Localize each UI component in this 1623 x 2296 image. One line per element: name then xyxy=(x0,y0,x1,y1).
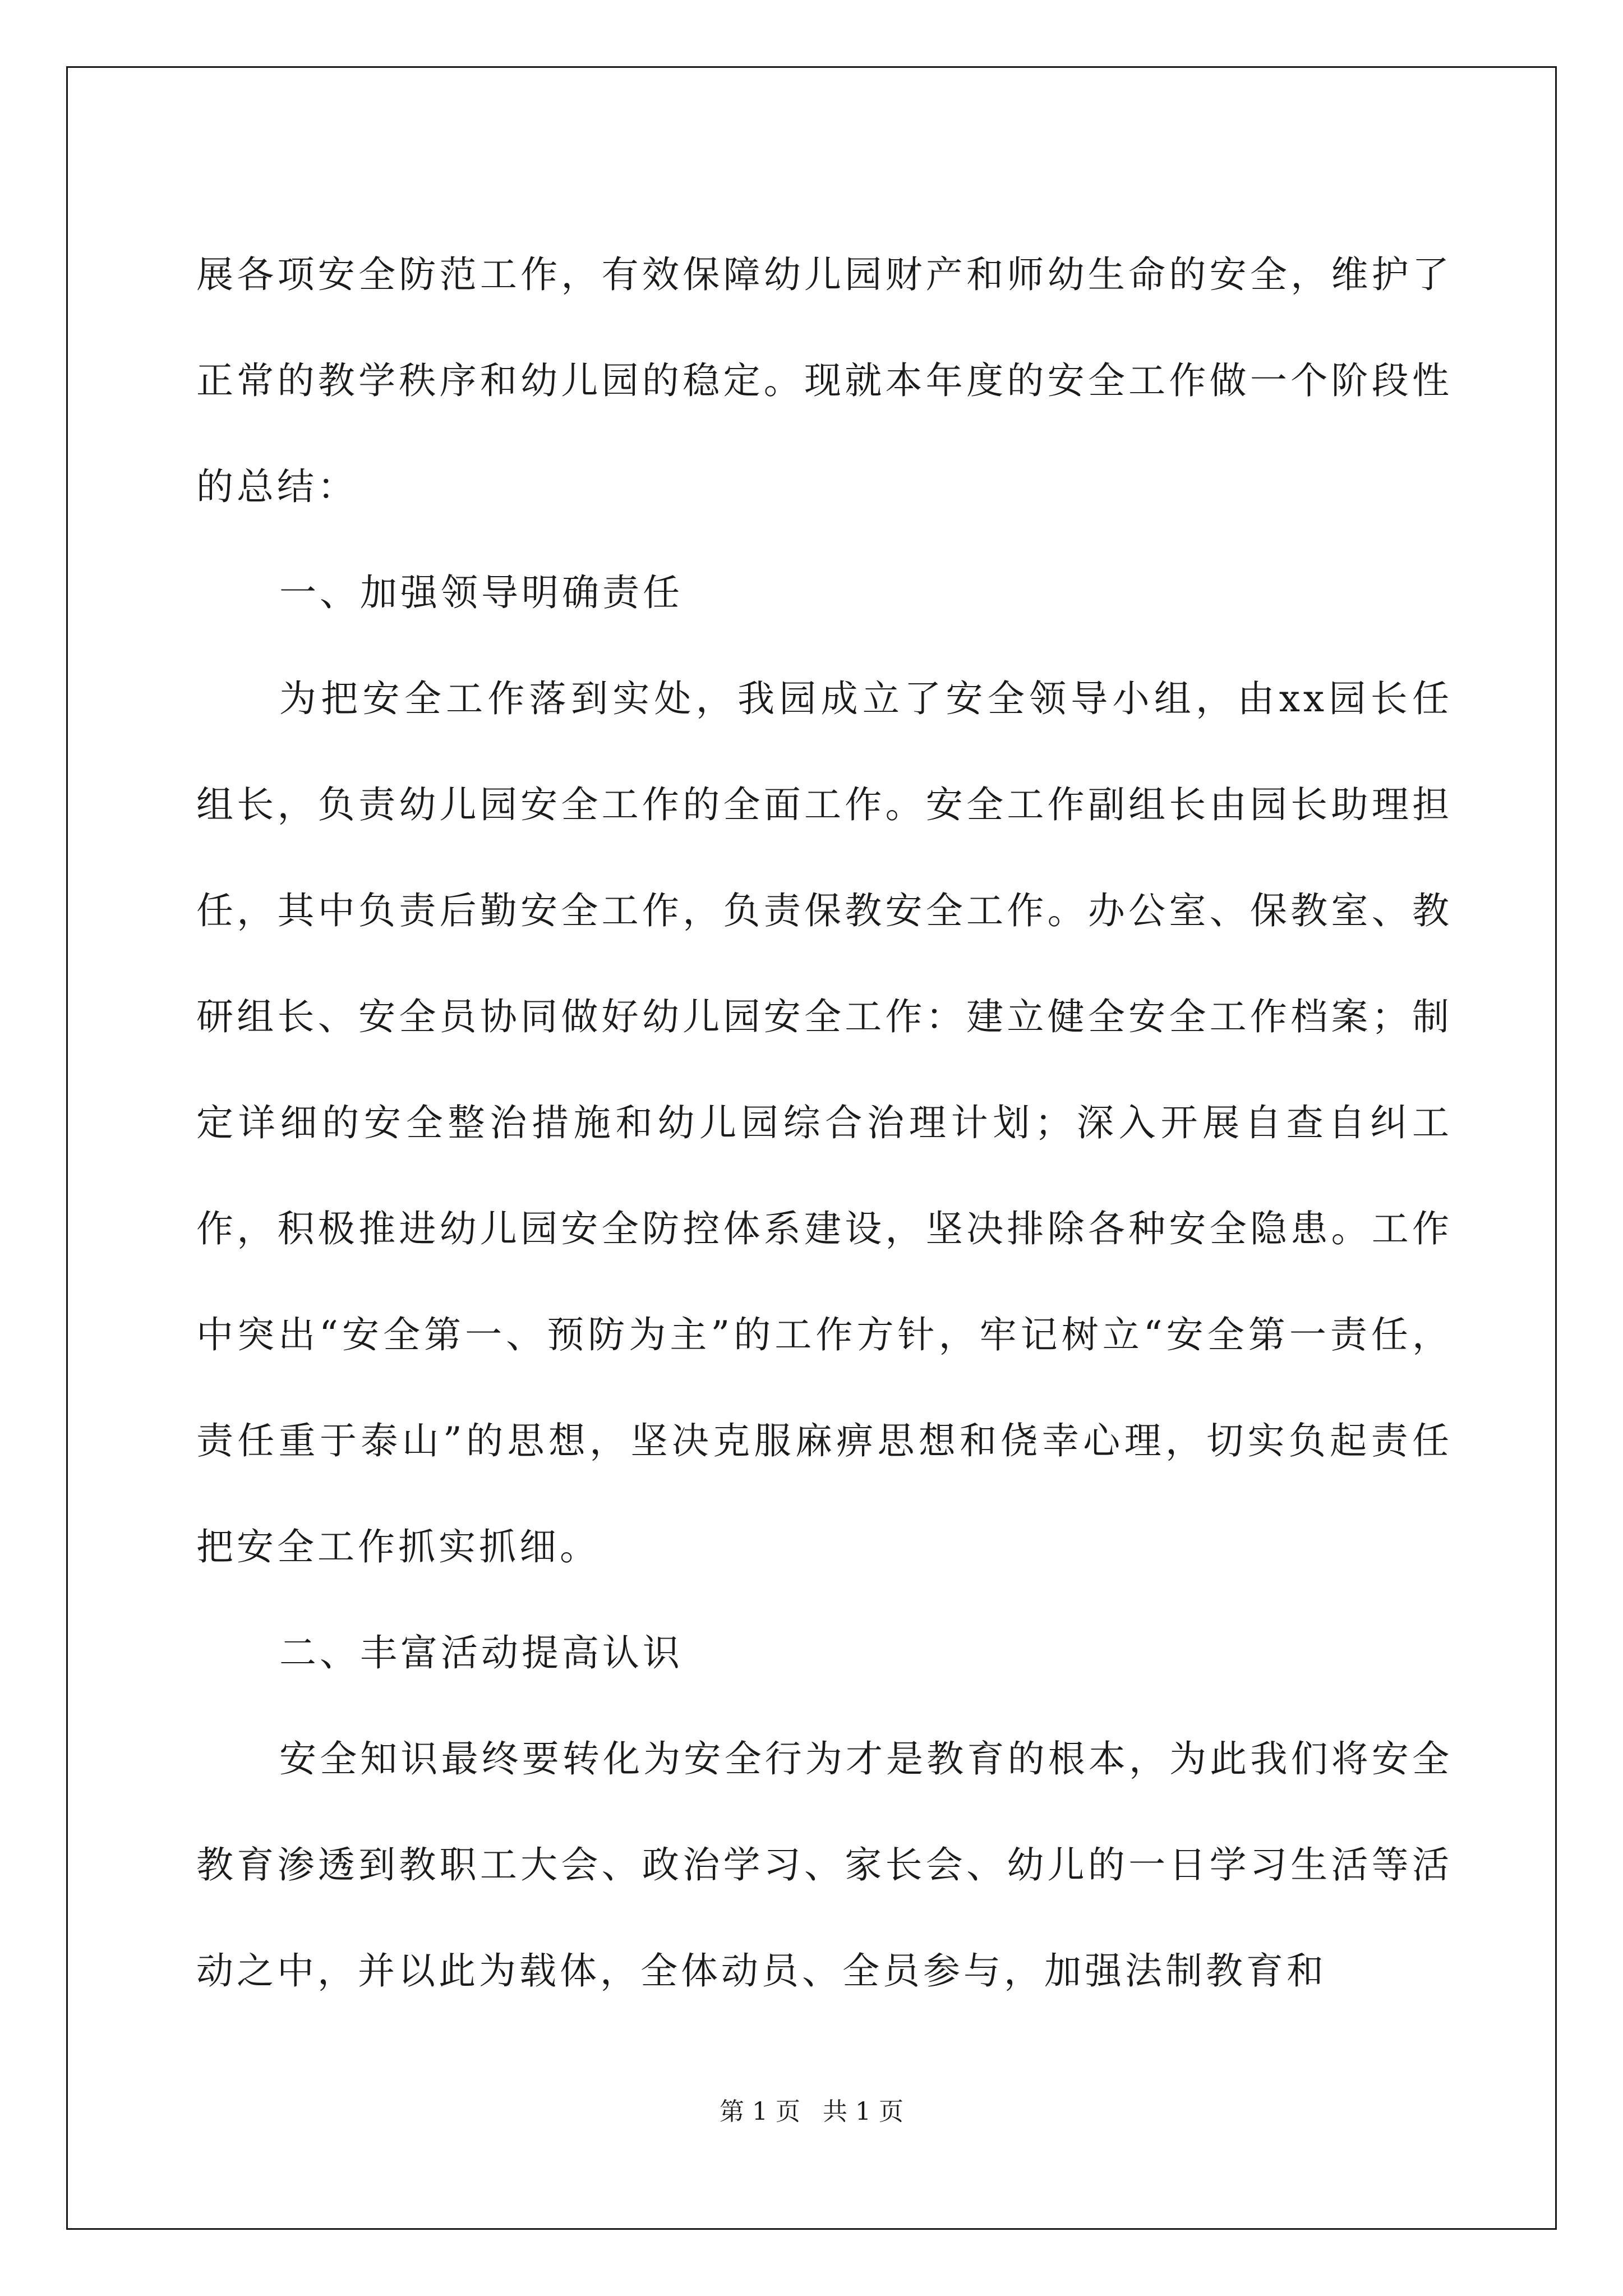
page-number: 第 1 页 xyxy=(720,2097,800,2126)
section-heading-2: 二、丰富活动提高认识 xyxy=(279,1631,683,1674)
page-footer xyxy=(0,2091,1623,2127)
paragraph-section-1: 为把安全工作落到实处，我园成立了安全领导小组，由xx园长任组长，负责幼儿园安全工作的全面工作。安全工作副组长由园长助理担任，其中负责后勤安全工作，负责保教安全工作。办公室、保教室、教研组长、安全员协同做好幼儿园安全工作：建立健全安全工作档案；制定详细的安全整治措施和幼儿园综合治理计划；深入开展自查自纠工作，积极推进幼儿园安全防控体系建设，坚决排除各种安全隐患。工作中突出“安全第一、预防为主”的工作方针，牢记树立“安全第一责任，责任重于泰山”的思想，坚决克服麻痹思想和侥幸心理，切实负起责任把安全工作抓实抓细。 xyxy=(196,677,1453,1568)
paragraph-section-2: 安全知识最终要转化为安全行为才是教育的根本，为此我们将安全教育渗透到教职工大会、政治学习、家长会、幼儿的一日学习生活等活动之中，并以此为载体，全体动员、全员参与，加强法制教育和 xyxy=(196,1737,1453,1993)
page-total: 共 1 页 xyxy=(823,2097,903,2126)
paragraph-intro: 展各项安全防范工作，有效保障幼儿园财产和师幼生命的安全，维护了正常的教学秩序和幼儿园的稳定。现就本年度的安全工作做一个阶段性的总结： xyxy=(196,253,1453,508)
document-body xyxy=(196,222,1453,2024)
section-heading-1: 一、加强领导明确责任 xyxy=(279,571,683,614)
